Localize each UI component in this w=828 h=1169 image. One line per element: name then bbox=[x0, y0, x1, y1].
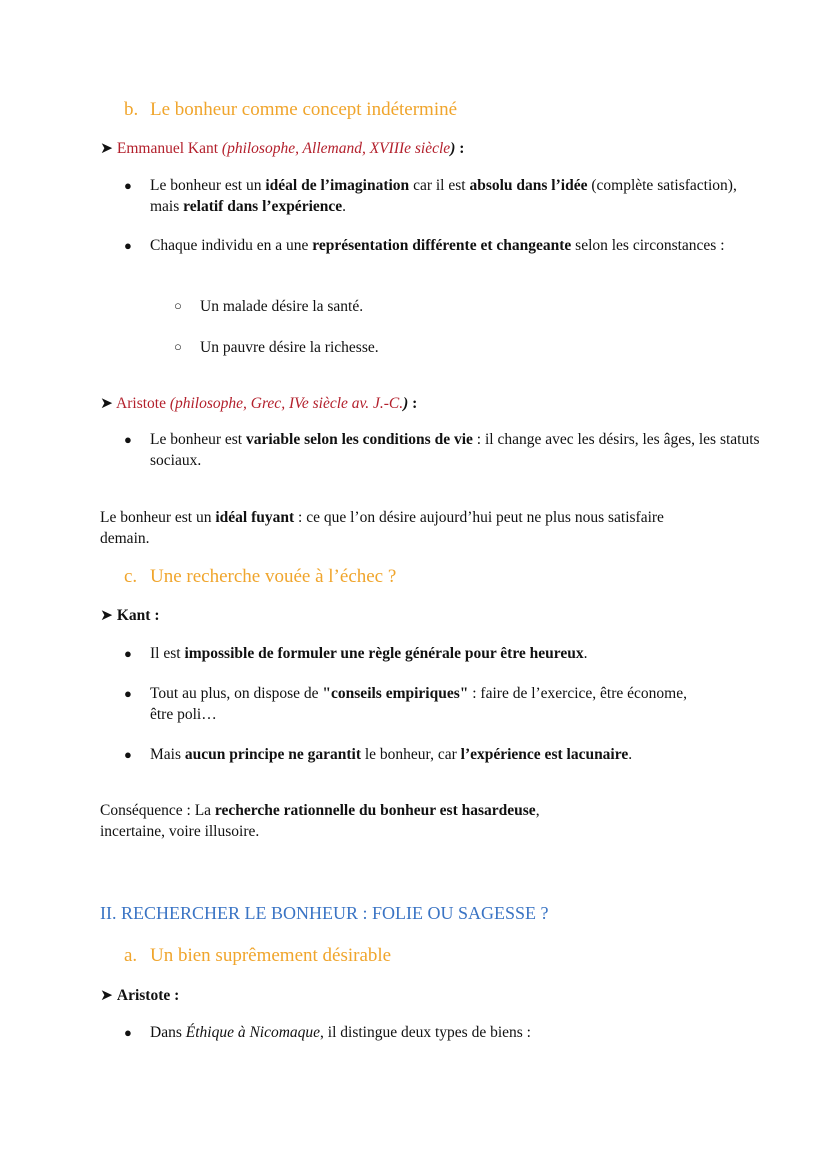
t: (complète satisfaction), mais bbox=[150, 177, 737, 215]
t: selon les circonstances : bbox=[571, 237, 725, 254]
arrow-icon: ➤ bbox=[100, 987, 113, 1004]
heading-text: Un bien suprêmement désirable bbox=[150, 945, 392, 966]
circle-bullet-icon: ○ bbox=[174, 298, 182, 313]
t: Tout au plus, on dispose de bbox=[150, 685, 323, 702]
t: l’expérience est lacunaire bbox=[460, 746, 629, 763]
arrow-icon: ➤ bbox=[100, 395, 113, 412]
bullet-item bbox=[124, 744, 760, 765]
bullet-item bbox=[124, 235, 760, 256]
arrow-icon: ➤ bbox=[100, 140, 113, 157]
philosopher-kant bbox=[100, 138, 740, 159]
t: Un pauvre désire la richesse. bbox=[200, 339, 379, 356]
heading-number: b. bbox=[124, 99, 139, 120]
section-heading-a bbox=[124, 945, 764, 966]
paren: ) bbox=[450, 140, 456, 157]
heading-text: Le bonheur comme concept indéterminé bbox=[150, 99, 458, 120]
philosopher-name: Emmanuel Kant bbox=[116, 140, 222, 157]
t: variable selon les conditions de vie bbox=[245, 431, 473, 448]
bullet-item bbox=[124, 175, 760, 217]
sub-bullet-item bbox=[174, 337, 828, 358]
t: car il est bbox=[409, 177, 470, 194]
t: Le bonheur est un bbox=[100, 509, 216, 526]
section-heading-b bbox=[124, 99, 764, 120]
t: Le bonheur est bbox=[150, 431, 246, 448]
bullet-icon: ● bbox=[124, 178, 132, 193]
t: Dans bbox=[150, 1024, 186, 1041]
t: , bbox=[535, 802, 540, 819]
t: . bbox=[583, 645, 588, 662]
section-heading-c bbox=[124, 566, 764, 587]
bullet-item bbox=[124, 429, 760, 471]
bullet-item bbox=[124, 1022, 760, 1043]
t: , il distingue deux types de biens : bbox=[320, 1024, 531, 1041]
bullet-icon: ● bbox=[124, 1025, 132, 1040]
t: impossible de formuler une règle générale pour être heureux bbox=[184, 645, 584, 662]
t: Il est bbox=[150, 645, 185, 662]
paragraph-fuyant bbox=[100, 507, 670, 549]
heading-text: Une recherche vouée à l’échec ? bbox=[150, 566, 397, 587]
bullet-icon: ● bbox=[124, 646, 132, 661]
philosopher-name: Aristote : bbox=[116, 987, 180, 1004]
t: idéal fuyant bbox=[215, 509, 295, 526]
t: : il change avec les désirs, les âges, les statuts sociaux. bbox=[150, 431, 760, 469]
heading-number: c. bbox=[124, 566, 138, 587]
sub-bullet-item bbox=[174, 296, 828, 317]
circle-bullet-icon: ○ bbox=[174, 339, 182, 354]
heading-number: a. bbox=[124, 945, 138, 966]
philosopher-aristote bbox=[100, 393, 740, 414]
t: Un malade désire la santé. bbox=[200, 298, 364, 315]
colon: : bbox=[408, 395, 418, 412]
philosopher-aristote-2 bbox=[100, 985, 740, 1006]
t: Le bonheur est un bbox=[150, 177, 266, 194]
t: incertaine, voire illusoire. bbox=[100, 823, 260, 840]
t: . bbox=[342, 198, 347, 215]
t: représentation différente et changeante bbox=[312, 237, 572, 254]
philosopher-name: Kant : bbox=[116, 607, 160, 624]
book-title: Éthique à Nicomaque bbox=[185, 1024, 321, 1041]
part-heading: II. RECHERCHER LE BONHEUR : FOLIE OU SAGESSE ? bbox=[100, 903, 549, 923]
t: idéal de l’imagination bbox=[265, 177, 410, 194]
t: . bbox=[628, 746, 633, 763]
bullet-icon: ● bbox=[124, 238, 132, 253]
bullet-icon: ● bbox=[124, 747, 132, 762]
t: relatif dans l’expérience bbox=[183, 198, 343, 215]
bullet-item bbox=[124, 683, 710, 725]
t: Conséquence : La bbox=[100, 802, 215, 819]
paren: ) bbox=[403, 395, 409, 412]
philosopher-desc: (philosophe, Allemand, XVIIIe siècle bbox=[221, 140, 451, 157]
t: "conseils empiriques" bbox=[322, 685, 469, 702]
philosopher-kant-2 bbox=[100, 605, 740, 626]
t: le bonheur, car bbox=[360, 746, 461, 763]
paragraph-consequence bbox=[100, 800, 740, 842]
philosopher-name: Aristote bbox=[116, 395, 170, 412]
t: Chaque individu en a une bbox=[150, 237, 313, 254]
bullet-item bbox=[124, 643, 760, 664]
bullet-icon: ● bbox=[124, 686, 132, 701]
philosopher-desc: (philosophe, Grec, IVe siècle av. J.-C. bbox=[169, 395, 404, 412]
t: absolu dans l’idée bbox=[469, 177, 588, 194]
colon: : bbox=[455, 140, 465, 157]
t: : faire de l’exercice, être économe, être poli… bbox=[150, 685, 687, 723]
t: : ce que l’on désire aujourd’hui peut ne plus nous satisfaire demain. bbox=[100, 509, 664, 547]
arrow-icon: ➤ bbox=[100, 607, 113, 624]
t: recherche rationnelle du bonheur est hasardeuse bbox=[214, 802, 536, 819]
bullet-icon: ● bbox=[124, 432, 132, 447]
t: Mais bbox=[150, 746, 185, 763]
t: aucun principe ne garantit bbox=[184, 746, 361, 763]
